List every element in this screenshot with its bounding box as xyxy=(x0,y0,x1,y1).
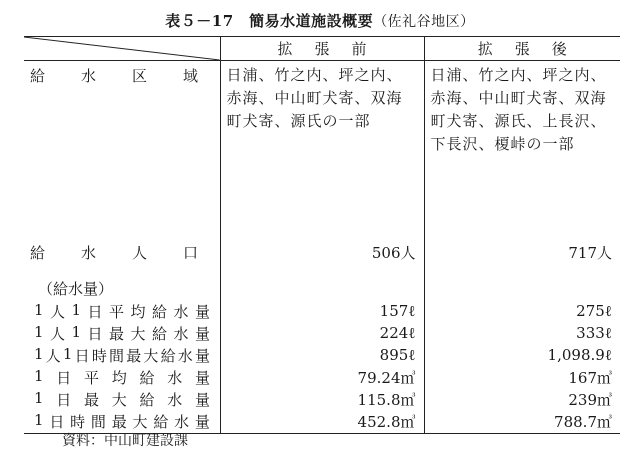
supply-row-label-char: 人 xyxy=(50,325,66,343)
supply-row-before: 157ℓ xyxy=(220,301,424,323)
supply-row-label-char: 日 xyxy=(49,413,65,432)
supply-row-label-char: 時 xyxy=(91,347,107,365)
supply-row xyxy=(24,389,620,411)
supply-row-label-text xyxy=(34,389,210,410)
header-row xyxy=(24,37,620,61)
supply-row-after: 167㎥ xyxy=(568,369,612,387)
supply-row-before: 224ℓ xyxy=(220,323,424,345)
table-title-main: 表５－17 簡易水道施設概要 xyxy=(165,12,374,30)
supply-heading: （給水量） xyxy=(24,277,220,301)
table-title-region: （佐礼谷地区） xyxy=(373,14,475,30)
supply-row-label-char: 最 xyxy=(111,413,127,432)
supply-row-label-char: 大 xyxy=(143,347,159,365)
supply-row-before: 115.8㎥ xyxy=(220,389,424,411)
supply-row-label-text xyxy=(34,301,210,322)
supply-row-label-char: 時 xyxy=(70,413,86,432)
population-label-char: 口 xyxy=(182,243,198,262)
table-title xyxy=(0,10,640,31)
supply-row-label xyxy=(24,301,220,323)
supply-row-label-char: 日 xyxy=(56,391,72,409)
supply-row-label-char: 1 xyxy=(34,345,44,363)
supply-row xyxy=(24,323,620,345)
population-after: 717人 xyxy=(568,243,612,262)
supply-row-after: 333ℓ xyxy=(576,324,612,342)
source-note: 資料：中山町建設課 xyxy=(62,433,188,449)
supply-row-label-char: 1 xyxy=(34,411,44,430)
supply-row-label-char: 1 xyxy=(34,323,44,341)
population-label-text xyxy=(30,242,198,263)
supply-row-label-char: 水 xyxy=(173,303,189,321)
supply-row-before: 895ℓ xyxy=(220,345,424,367)
supply-row-label-char: 間 xyxy=(90,413,106,432)
population-label-char: 給 xyxy=(30,243,46,262)
supply-row-label-char: 量 xyxy=(194,391,210,409)
header-before-expansion: 拡張前 xyxy=(220,37,424,61)
supply-area-label-char: 区 xyxy=(131,67,147,85)
supply-area-after-line: 赤海、中山町犬寄、双海 xyxy=(430,89,607,107)
supply-row-label-char: 給 xyxy=(160,347,176,365)
supply-area-row xyxy=(24,61,620,223)
supply-area-before xyxy=(220,61,424,223)
supply-row-label-char: 1 xyxy=(71,323,82,341)
supply-row-label-char: 1 xyxy=(34,367,44,385)
supply-row-label-char: 量 xyxy=(194,413,210,432)
supply-row-label-char: 1 xyxy=(62,345,73,363)
supply-rows xyxy=(24,301,620,434)
population-label xyxy=(24,223,220,277)
supply-row-label-char: 1 xyxy=(34,389,44,407)
supply-row-label xyxy=(24,345,220,367)
supply-heading-blank-before xyxy=(220,277,424,301)
supply-row-label-text xyxy=(34,367,210,388)
supply-row-label-char: 給 xyxy=(153,413,169,432)
supply-row-label-char: 水 xyxy=(173,325,189,343)
header-after-expansion: 拡張後 xyxy=(424,37,620,61)
supply-row-label-char: 給 xyxy=(139,369,155,387)
supply-row-label-char: 大 xyxy=(130,325,146,343)
population-label-char: 水 xyxy=(80,243,96,262)
supply-row-label-char: 平 xyxy=(109,303,125,321)
supply-row-after: 239㎥ xyxy=(568,391,612,409)
supply-area-label-text xyxy=(30,65,198,86)
supply-row-label xyxy=(24,367,220,389)
supply-area-label-char: 水 xyxy=(80,67,96,85)
supply-row-label-char: 平 xyxy=(84,369,100,387)
supply-area-label xyxy=(24,61,220,223)
supply-row-label-char: 均 xyxy=(130,303,146,321)
supply-row xyxy=(24,367,620,389)
supply-row-label-char: 大 xyxy=(111,391,127,409)
supply-area-after-line: 下長沢、榎峠の一部 xyxy=(430,135,575,153)
supply-row-label-char: 人 xyxy=(50,303,66,321)
supply-area-before-line: 日浦、竹之内、坪之内、 xyxy=(226,66,403,84)
supply-row-label-char: 最 xyxy=(84,391,100,409)
supply-area-label-char: 域 xyxy=(182,67,198,85)
water-facility-table xyxy=(24,36,620,434)
supply-row-label-char: 日 xyxy=(74,347,90,365)
supply-row-label-char: 水 xyxy=(167,391,183,409)
supply-row xyxy=(24,301,620,323)
supply-area-before-line: 町犬寄、源氏の一部 xyxy=(226,112,371,130)
supply-row-label-char: 間 xyxy=(109,347,125,365)
supply-heading-blank-after xyxy=(424,277,620,301)
supply-row-label-char: 量 xyxy=(194,325,210,343)
supply-row-after: 1,098.9ℓ xyxy=(547,346,612,364)
supply-row-label-char: 人 xyxy=(45,347,61,365)
supply-row-label-char: 水 xyxy=(174,413,190,432)
supply-row-label-text xyxy=(34,323,210,344)
supply-row-label-char: 1 xyxy=(71,301,82,319)
population-label-char: 人 xyxy=(131,243,147,262)
supply-row-label-char: 大 xyxy=(132,413,148,432)
supply-row-label-char: 日 xyxy=(87,325,103,343)
supply-area-label-char: 給 xyxy=(30,67,46,85)
supply-row-label-char: 量 xyxy=(194,369,210,387)
supply-row-after: 275ℓ xyxy=(576,302,612,320)
diagonal-line xyxy=(24,37,220,60)
supply-row-label-char: 日 xyxy=(56,369,72,387)
supply-row-label-char: 水 xyxy=(167,369,183,387)
supply-area-after-line: 日浦、竹之内、坪之内、 xyxy=(430,66,607,84)
supply-row-label-char: 量 xyxy=(194,303,210,321)
supply-area-after-line: 町犬寄、源氏、上長沢、 xyxy=(430,112,607,130)
corner-cell xyxy=(24,37,220,61)
supply-row-label xyxy=(24,389,220,411)
supply-row-label-char: 均 xyxy=(111,369,127,387)
supply-row-label-char: 最 xyxy=(126,347,142,365)
supply-row xyxy=(24,345,620,367)
supply-row-after: 788.7㎥ xyxy=(424,411,620,434)
supply-row-label-char: 1 xyxy=(34,301,44,319)
population-row xyxy=(24,223,620,277)
supply-row-before: 452.8㎥ xyxy=(220,411,424,434)
supply-row-label-char: 水 xyxy=(177,347,193,365)
supply-row-label-char: 給 xyxy=(151,303,167,321)
supply-area-after xyxy=(424,61,620,223)
supply-row-label-char: 最 xyxy=(109,325,125,343)
supply-row-label-char: 日 xyxy=(87,303,103,321)
supply-heading-row xyxy=(24,277,620,301)
supply-row-label xyxy=(24,323,220,345)
supply-row-label-char: 量 xyxy=(194,347,210,365)
population-before: 506人 xyxy=(220,223,424,277)
supply-row-label-char: 給 xyxy=(151,325,167,343)
supply-area-before-line: 赤海、中山町犬寄、双海 xyxy=(226,89,403,107)
supply-row-label-text xyxy=(34,345,210,366)
supply-row-before: 79.24㎥ xyxy=(220,367,424,389)
supply-row-label-char: 給 xyxy=(139,391,155,409)
